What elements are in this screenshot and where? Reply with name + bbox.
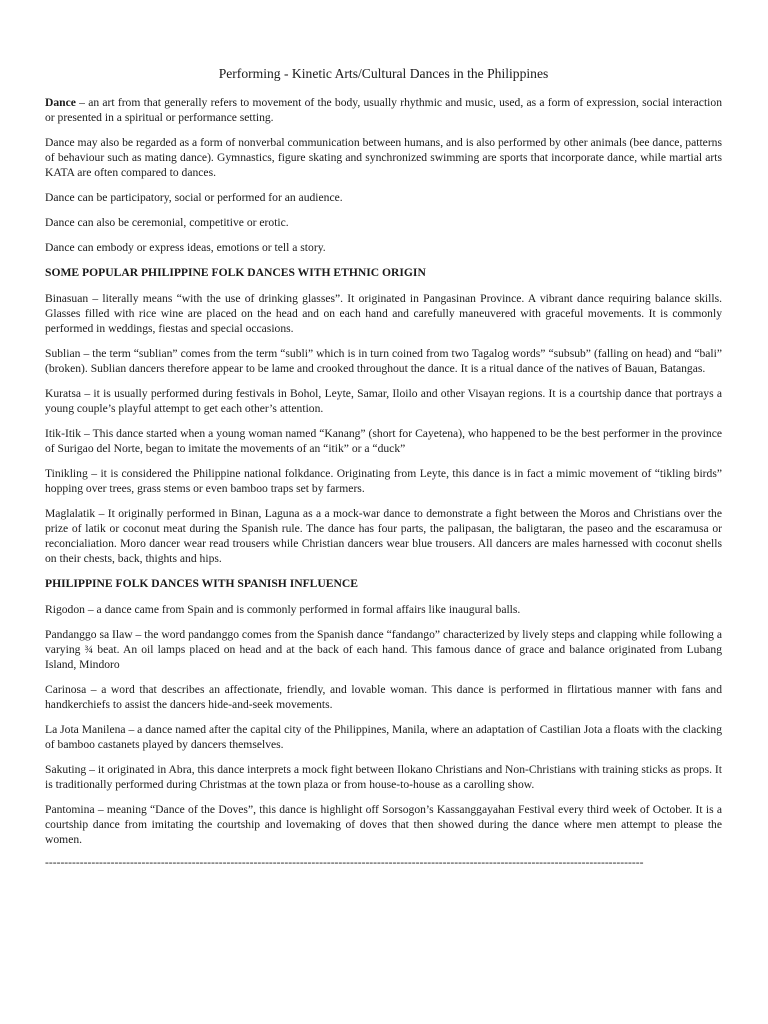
dance-carinosa: Carinosa – a word that describes an affectionate, friendly, and lovable woman. This dance is performed in flirtatious manner with fans and handkerchiefs to assist the dancers hide-and-seek movements.: [45, 683, 722, 711]
section-heading-spanish: PHILIPPINE FOLK DANCES WITH SPANISH INFLUENCE: [45, 577, 358, 590]
dance-kuratsa: Kuratsa – it is usually performed during festivals in Bohol, Leyte, Samar, Iloilo and other Visayan regions. It is a courtship dance that portrays a young couple’s playful attempt to get each other’s attention.: [45, 387, 722, 415]
intro-definition: – an art from that generally refers to movement of the body, usually rhythmic and music, used, as a form of expression, social interaction or presented in a spiritual or performance setting.: [45, 96, 722, 124]
dance-sublian: Sublian – the term “sublian” comes from the term “subli” which is in turn coined from two Tagalog words” “subsub” (falling on head) and “bali” (broken). Sublian dancers therefore appear to be lame and crooked throughout the dance. It is a ritual dance of the natives of Bauan, Batangas.: [45, 347, 722, 375]
dance-rigodon: Rigodon – a dance came from Spain and is commonly performed in formal affairs like inaugural balls.: [45, 603, 521, 616]
dance-pantomina: Pantomina – meaning “Dance of the Doves”, this dance is highlight off Sorsogon’s Kassanggayahan Festival every third week of October. It is a courtship dance from imitating the courtship and lovemaking of doves that then showed during the dance where men attempt to please the women.: [45, 803, 722, 846]
paragraph-ceremonial: Dance can also be ceremonial, competitive or erotic.: [45, 216, 289, 229]
dance-binasuan: Binasuan – literally means “with the use of drinking glasses”. It originated in Pangasinan Province. A vibrant dance requiring balance skills. Glasses filled with rice wine are placed on the head and on each hand and carefully maneuvered with graceful movements. It is commonly performed in weddings, fiestas and special occasions.: [45, 292, 722, 335]
dance-sakuting: Sakuting – it originated in Abra, this dance interprets a mock fight between Ilokano Christians and Non-Christians with training sticks as props. It is traditionally performed during Christmas at the town plaza or from house-to-house as a carolling show.: [45, 763, 722, 791]
dance-pandanggo-sa-ilaw: Pandanggo sa Ilaw – the word pandanggo comes from the Spanish dance “fandango” characterized by lively steps and clapping while following a varying ¾ beat. An oil lamps placed on head and at the back of each hand. This famous dance of grace and balance originated from Lubang Island, Mindoro: [45, 628, 722, 671]
page-title: Performing - Kinetic Arts/Cultural Dances in the Philippines: [218, 66, 549, 81]
paragraph-participatory: Dance can be participatory, social or performed for an audience.: [45, 191, 343, 204]
paragraph-embody: Dance can embody or express ideas, emotions or tell a story.: [45, 241, 326, 254]
dance-itik-itik: Itik-Itik – This dance started when a young woman named “Kanang” (short for Cayetena), who happened to be the best performer in the province of Surigao del Norte, began to imitate the movements of an “itik” or a “duck”: [45, 427, 722, 455]
paragraph-nonverbal: Dance may also be regarded as a form of nonverbal communication between humans, and is also performed by other animals (bee dance, patterns of behaviour such as mating dance). Gymnastics, figure skating and synchronized swimming are sports that incorporate dance, while martial arts KATA are often compared to dances.: [45, 136, 722, 179]
dance-maglalatik: Maglalatik – It originally performed in Binan, Laguna as a a mock-war dance to demonstrate a fight between the Moros and Christians over the prize of latik or coconut meat during the Spanish rule. The dance has four parts, the palipasan, the baligtaran, the paseo and the escaramusa or reconcialiation. Moro dancer wear read trousers while Christian dancers wear blue trousers. All dancers are males harnessed with coconut shells on their chests, back, thights and hips.: [45, 507, 722, 565]
dance-tinikling: Tinikling – it is considered the Philippine national folkdance. Originating from Leyte, this dance is in fact a mimic movement of “tikling birds” hopping over trees, grass stems or even bamboo traps set by farmers.: [45, 467, 722, 495]
dashed-separator: -----------------------------------------------------------------------------------------------------------------------------------------------------------: [45, 857, 644, 869]
intro-term: Dance: [45, 96, 76, 109]
intro-paragraph: [45, 95, 722, 125]
section-heading-ethnic: SOME POPULAR PHILIPPINE FOLK DANCES WITH ETHNIC ORIGIN: [45, 266, 426, 279]
dance-la-jota-manilena: La Jota Manilena – a dance named after the capital city of the Philippines, Manila, where an adaptation of Castilian Jota a floats with the clacking of bamboo castanets played by dancers themselves.: [45, 723, 722, 751]
